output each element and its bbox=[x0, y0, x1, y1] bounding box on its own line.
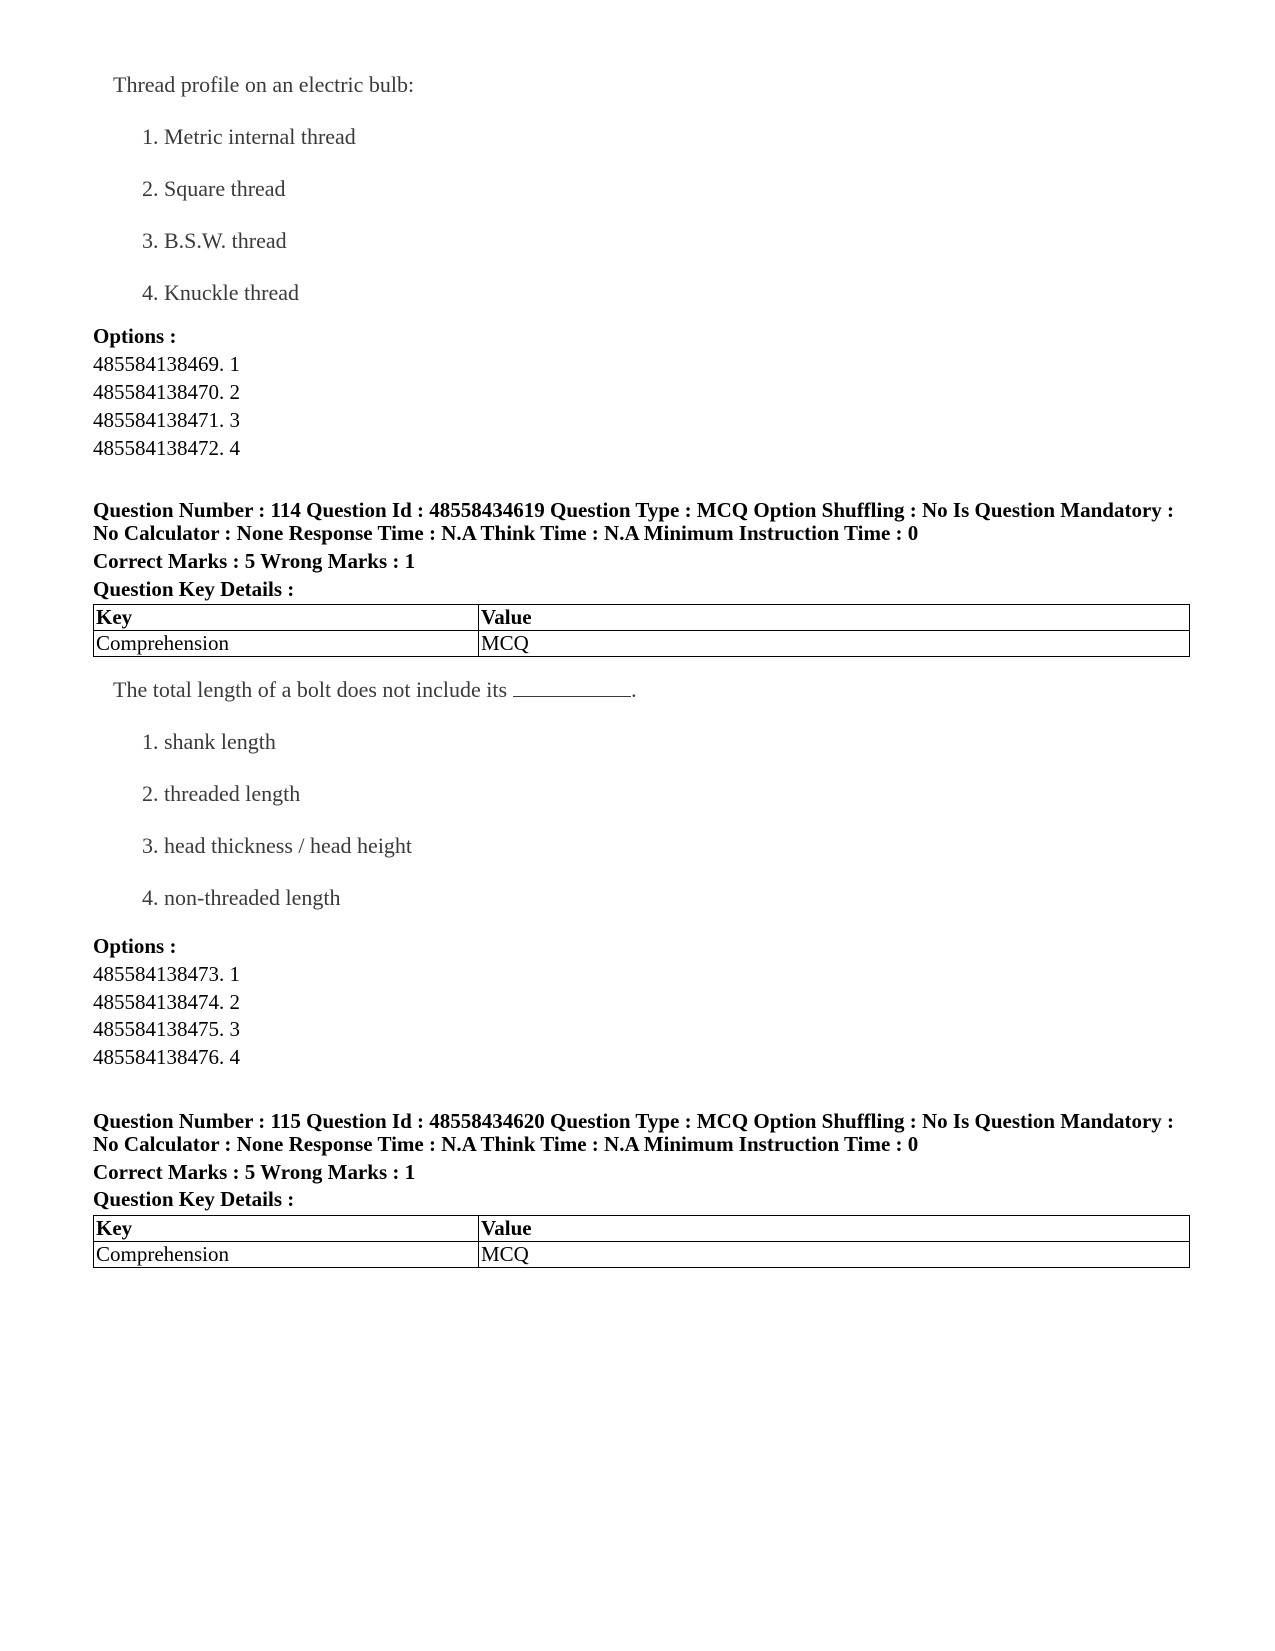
question-meta-line-2: No Calculator : None Response Time : N.A Think Time : N.A Minimum Instruction Time : 0 bbox=[93, 1132, 919, 1156]
value-header: Value bbox=[479, 1216, 1190, 1242]
option-line: 485584138476. 4 bbox=[93, 1045, 240, 1069]
choice-4: 4. Knuckle thread bbox=[142, 280, 299, 305]
question-stem: Thread profile on an electric bulb: bbox=[113, 72, 415, 97]
key-cell: Comprehension bbox=[94, 1242, 479, 1268]
value-cell: MCQ bbox=[479, 631, 1190, 657]
question-key-details-label: Question Key Details : bbox=[93, 1187, 295, 1211]
options-heading: Options : bbox=[93, 324, 177, 348]
option-line: 485584138471. 3 bbox=[93, 408, 240, 432]
choice-3: 3. B.S.W. thread bbox=[142, 228, 287, 253]
question-marks: Correct Marks : 5 Wrong Marks : 1 bbox=[93, 549, 416, 573]
question-meta-line-1: Question Number : 114 Question Id : 48558434619 Question Type : MCQ Option Shuffling : No Is Question Mandatory : bbox=[93, 498, 1175, 522]
question-meta-line-2: No Calculator : None Response Time : N.A Think Time : N.A Minimum Instruction Time : 0 bbox=[93, 521, 919, 545]
question-key-details-label: Question Key Details : bbox=[93, 577, 295, 601]
question-meta-line-1: Question Number : 115 Question Id : 48558434620 Question Type : MCQ Option Shuffling : No Is Question Mandatory : bbox=[93, 1109, 1175, 1133]
option-line: 485584138469. 1 bbox=[93, 352, 240, 376]
question-stem-text: The total length of a bolt does not include its bbox=[113, 677, 508, 702]
options-heading: Options : bbox=[93, 934, 177, 958]
choice-1: 1. shank length bbox=[142, 729, 276, 754]
choice-1: 1. Metric internal thread bbox=[142, 124, 356, 149]
option-line: 485584138474. 2 bbox=[93, 990, 240, 1014]
question-stem bbox=[113, 677, 637, 703]
option-line: 485584138470. 2 bbox=[93, 380, 240, 404]
option-line: 485584138473. 1 bbox=[93, 962, 240, 986]
option-line: 485584138472. 4 bbox=[93, 436, 240, 460]
choice-3: 3. head thickness / head height bbox=[142, 833, 413, 858]
choice-4: 4. non-threaded length bbox=[142, 885, 341, 910]
key-header: Key bbox=[94, 1216, 479, 1242]
value-cell: MCQ bbox=[479, 1242, 1190, 1268]
fill-blank bbox=[513, 695, 631, 697]
question-marks: Correct Marks : 5 Wrong Marks : 1 bbox=[93, 1160, 416, 1184]
question-key-table bbox=[93, 1215, 1190, 1268]
question-key-table bbox=[93, 604, 1190, 657]
value-header: Value bbox=[479, 605, 1190, 631]
question-stem-end: . bbox=[631, 677, 637, 702]
option-line: 485584138475. 3 bbox=[93, 1017, 240, 1041]
choice-2: 2. Square thread bbox=[142, 176, 286, 201]
key-header: Key bbox=[94, 605, 479, 631]
choice-2: 2. threaded length bbox=[142, 781, 301, 806]
key-cell: Comprehension bbox=[94, 631, 479, 657]
